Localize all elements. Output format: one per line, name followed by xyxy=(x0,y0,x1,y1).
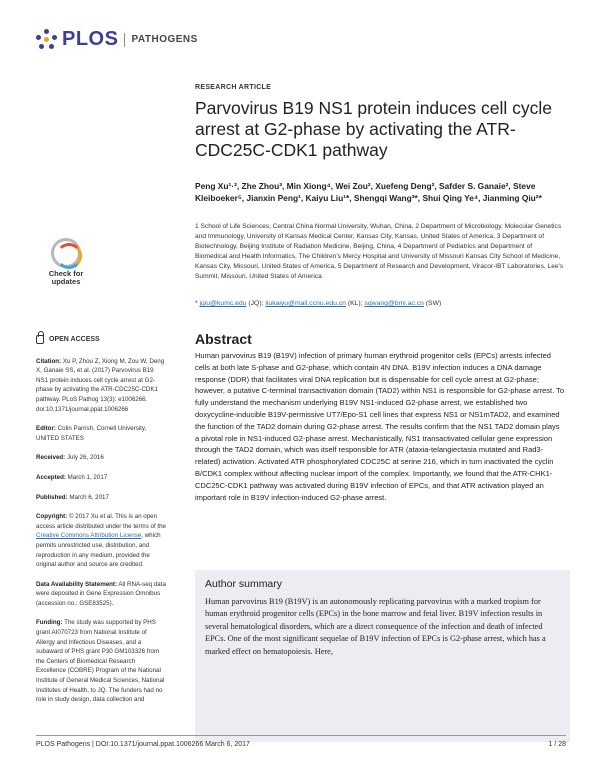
correspondence: * jqiu@kumc.edu (JQ); liukaiyu@mail.ccnu.edu.cn (KL); sqwang@bmi.ac.cn (SW) xyxy=(195,300,442,307)
crossmark-icon xyxy=(51,238,81,268)
data-availability-block: Data Availability Statement: All RNA-seq data were deposited in Gene Expression Omnibus (accession no.: GSE83525). xyxy=(36,580,166,607)
abstract-text: Human parvovirus B19 (B19V) infection of primary human erythroid progenitor cells (EPCs) arrests infected cells at both late S-phase and G2-phase, which contain 4N DNA. B19V infection induces a DNA damage response (DDR) that facilitates viral DNA replication but is dispensable for cell cycle arrest at G2-phase; however, a putative C-terminal transactivation domain (TAD2) within NS1 is responsible for G2-phase arrest. To fully understand the mechanism underlying B19V NS1-induced G2-phase arrest, we established two doxycycline-inducible B19V-permissive UT7/Epo-S1 cell lines that express NS1 or NS1mTAD2, and examined the function of the TAD2 domain during G2-phase arrest. The results confirm that the NS1 TAD2 domain plays a pivotal role in NS1-induced G2-phase arrest. Mechanistically, NS1 transactivated cellular gene expression through the TAD2 domain, which was itself responsible for ATR (ataxia-telangiectasia mutated and Rad3-related) activation. Activated ATR phosphorylated CDC25C at serine 216, which in turn inactivated the cyclin B/CDK1 complex without affecting nuclear import of the complex. Importantly, we found that the ATR-CHK1-CDC25C-CDK1 pathway was activated during B19V infection of EPCs, and that ATR activation played an important role in B19V infection-induced G2-phase arrest. xyxy=(195,351,565,502)
publisher-name: PLOS xyxy=(62,28,119,50)
author-summary-box xyxy=(195,570,570,742)
plos-dots-icon xyxy=(36,29,58,51)
author-list: Peng Xu¹·², Zhe Zhou³, Min Xiong⁴, Wei Zou², Xuefeng Deng², Safder S. Ganaie², Steve Kleiboeker⁵, Jianxin Peng¹, Kaiyu Liu¹*, Shengqi Wang³*, Shui Qing Ye⁴, Jianming Qiu²* xyxy=(195,181,542,203)
page-footer xyxy=(36,741,566,748)
footer-divider xyxy=(36,735,566,736)
received-block: Received: July 26, 2016 xyxy=(36,454,104,462)
author-summary-heading: Author summary xyxy=(205,578,283,590)
accepted-block: Accepted: March 1, 2017 xyxy=(36,473,108,481)
footer-citation: PLOS Pathogens | DOI:10.1371/journal.ppat.1006266 March 6, 2017 xyxy=(36,741,250,748)
email-link-jq[interactable]: jqiu@kumc.edu xyxy=(199,300,247,307)
plos-logo[interactable] xyxy=(36,28,198,51)
abstract-heading: Abstract xyxy=(195,331,252,347)
email-link-kl[interactable]: liukaiyu@mail.ccnu.edu.cn xyxy=(265,300,346,307)
copyright-block: Copyright: © 2017 Xu et al. This is an open access article distributed under the terms of the Creative Commons Attribution License, which permits unrestricted use, distribution, and reproduction in any medium, provided the original author and source are credited. xyxy=(36,513,167,569)
article-type-label: RESEARCH ARTICLE xyxy=(195,84,272,91)
open-lock-icon xyxy=(36,335,44,344)
journal-name: PATHOGENS xyxy=(131,34,198,45)
page-number: 1 / 28 xyxy=(548,741,566,748)
email-link-sw[interactable]: sqwang@bmi.ac.cn xyxy=(364,300,424,307)
logo-divider xyxy=(124,33,125,47)
cc-license-link[interactable]: Creative Commons Attribution License xyxy=(36,532,142,540)
article-sidebar xyxy=(36,335,166,715)
badge-line-1: Check for xyxy=(48,269,84,278)
badge-line-2: updates xyxy=(51,277,81,286)
check-for-updates-badge[interactable] xyxy=(44,238,88,290)
funding-block: Funding: The study was supported by PHS grant AI070723 from National Institute of Allergy and Infectious Diseases, and a subaward of PHS grant P30 GM103326 from the Centers of Biomedical Research Excellence (COBRE) Program of the National Institute of General Medical Sciences, National Institutes of Health, to JQ. The funders had no role in study design, data collection and xyxy=(36,619,165,704)
affiliations: 1 School of Life Sciences, Central China Normal University, Wuhan, China, 2 Department of Microbiology, Molecular Genetics and Immunology, University of Kansas Medical Center, Kansas City, Kansas, United States of America, 3 Department of Biotechnology, Beijing Institute of Radiation Medicine, Beijing, China, 4 Department of Pediatrics and Department of Biomedical and Health Informatics, The Children's Mercy Hospital and University of Missouri Kansas City School of Medicine, Kansas City, Missouri, United States of America, 5 Department of Research and Development, Viracor-IBT Laboratories, Lee's Summit, Missouri, United States of America xyxy=(195,223,564,280)
open-access-label: OPEN ACCESS xyxy=(36,335,166,345)
citation-block: Citation: Xu P, Zhou Z, Xiong M, Zou W, Deng X, Ganaie SS, et al. (2017) Parvovirus B19 NS1 protein induces cell cycle arrest at G2-phase by activating the ATR-CDC25C-CDK1 pathway. PLoS Pathog 13(3): e1006266. doi:10.1371/journal.ppat.1006266 xyxy=(36,357,165,413)
published-block: Published: March 6, 2017 xyxy=(36,493,109,501)
editor-block: Editor: Colin Parrish, Cornell University, UNITED STATES xyxy=(36,425,147,442)
author-summary-text: Human parvovirus B19 (B19V) is an autonomously replicating parvovirus with a marked tropism for human erythroid progenitor cells (EPCs) in the bone marrow and fetal liver. B19V infection results in several hematological disorders, which are a direct consequence of the infection and death of infected EPCs. One of the most significant sequelae of B19V infection of EPCs is G2-phase arrest, which has a marked effect on hematopoiesis. Here, xyxy=(205,597,546,656)
article-title: Parvovirus B19 NS1 protein induces cell cycle arrest at G2-phase by activating the ATR-CDC25C-CDK1 pathway xyxy=(195,98,552,160)
